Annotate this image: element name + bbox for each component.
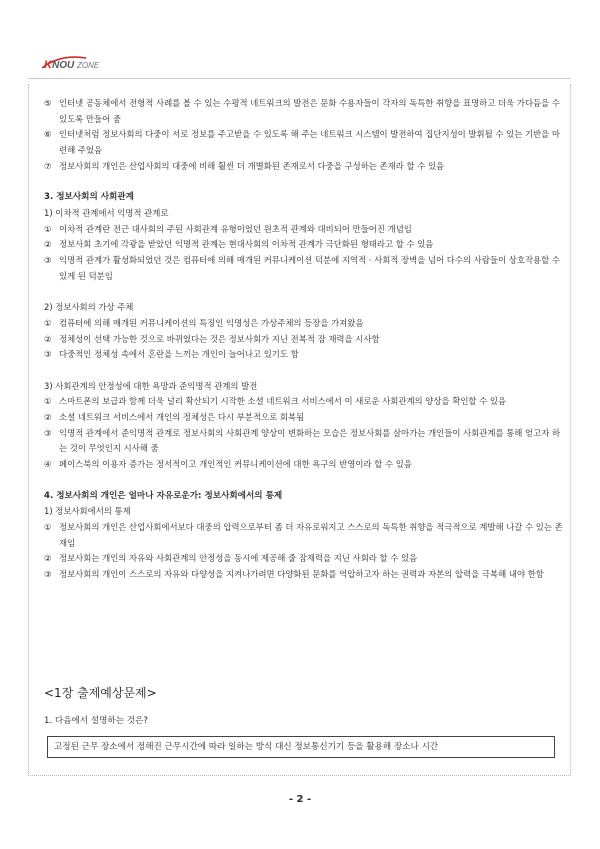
list-item <box>44 457 564 473</box>
list-item <box>44 222 564 238</box>
spacer <box>44 363 564 379</box>
list-item-marker: ⑤ <box>44 98 52 108</box>
list-item <box>44 567 564 583</box>
section-heading: 3. 정보사회의 사회관계 <box>44 192 134 203</box>
list-item-marker: ④ <box>44 459 52 470</box>
spacer <box>44 284 564 300</box>
list-item-text: 정보사회의 개인은 산업사회의 대중에 비해 훨씬 더 개별화된 존재로서 다중을 구성하는 존재라 할 수 있음 <box>59 160 445 171</box>
list-item-text: 익명적 관계에서 준익명적 관계로 정보사회의 사회관계 양상이 변화하는 모습은 정보사회를 살아가는 개인들이 사회관계를 통해 얻고자 하는 것이 무엇인지 시사해 줌 <box>59 427 561 454</box>
list-item <box>44 316 564 332</box>
list-item-text: 익명적 관계가 활성화되었던 것은 컴퓨터에 의해 매개된 커뮤니케이션 덕분에 지역적 · 사회적 장벽을 넘어 다수의 사람들이 상호작용할 수 있게 된 덕분임 <box>59 255 560 281</box>
svg-text:ZONE: ZONE <box>77 61 100 70</box>
list-item-marker: ② <box>44 333 52 344</box>
list-item-text: 정보사회 초기에 각광을 받았던 익명적 관계는 현대사회의 이차적 관계가 극단화된 형태라고 할 수 있음 <box>59 239 434 250</box>
page-number: - 2 - <box>288 794 312 805</box>
question-1: 1. 다음에서 설명하는 것은? <box>44 716 148 726</box>
list-item-text: 소셜 네트워크 서비스에서 개인의 정체성은 다시 부분적으로 회복됨 <box>59 412 305 423</box>
section-heading: 4. 정보사회의 개인은 얼마나 자유로운가: 정보사회에서의 통제 <box>44 490 283 501</box>
list-item-text: 정보사회의 개인이 스스로의 자유와 다양성을 지켜나가려면 다양화된 문화를 억압하고자 하는 권력과 자본의 압력을 극복해 내야 한함 <box>59 569 544 580</box>
list-item-marker: ① <box>44 396 52 407</box>
list-item-marker: ③ <box>44 349 52 360</box>
knouzone-logo <box>40 52 120 72</box>
list-item-text: 페이스북의 이용자 증가는 정서적이고 개인적인 커뮤니케이션에 대한 욕구의 반영이라 할 수 있음 <box>59 459 412 470</box>
list-item-marker: ⑦ <box>44 160 52 171</box>
list-item-marker: ③ <box>44 427 52 438</box>
list-item-marker: ② <box>44 239 52 250</box>
list-item <box>44 410 564 426</box>
subsection-heading: 2) 정보사회의 가상 주체 <box>44 302 134 313</box>
svg-text:NOU: NOU <box>52 60 75 71</box>
list-item-text: 정보사회의 개인은 산업사회에서보다 대중의 압력으로부터 좀 더 자유로워지고 스스로의 독특한 취향을 적극적으로 계발해 나갈 수 있는 존재임 <box>59 521 563 548</box>
list-item-marker: ③ <box>44 569 52 580</box>
list-item-marker: ② <box>44 412 52 423</box>
exam-section-title: <1장 출제예상문제> <box>44 686 157 700</box>
list-item <box>44 347 564 363</box>
list-item-text: 정체성이 선택 가능한 것으로 바뀌었다는 것은 정보사회가 지닌 전복적 잠 재력을 시사함 <box>59 333 380 344</box>
subsection-heading: 3) 사회관계의 안정성에 대한 욕망과 준익명적 관계의 발전 <box>44 380 258 391</box>
list-item-text: 컴퓨터에 의해 매개된 커뮤니케이션의 특징인 익명성은 가상주체의 등장을 가져왔음 <box>59 317 364 328</box>
list-item <box>44 426 564 457</box>
subsection-heading: 1) 이차적 관계에서 익명적 관계로 <box>44 207 169 218</box>
svg-text:K: K <box>44 59 52 71</box>
list-item-text: 정보사회는 개인의 자유와 사회관계의 안정성을 동시에 제공해 줄 잠재력을 지닌 사회라 할 수 있음 <box>59 553 418 564</box>
list-item <box>44 253 564 284</box>
question-1-box: 고정된 근무 장소에서 정해진 근무시간에 따라 일하는 방식 대신 정보통신기기 등을 활용해 장소나 시간 <box>47 736 555 758</box>
list-item-text: 다중적인 정체성 속에서 혼란을 느끼는 개인이 늘어나고 있기도 함 <box>59 349 299 360</box>
list-item <box>44 96 564 127</box>
list-item <box>44 332 564 348</box>
subsection-heading: 1) 정보사회에서의 통제 <box>44 506 131 517</box>
list-item-text: 인터넷처럼 정보사회의 다중이 서로 정보를 주고받을 수 있도록 해 주는 네트워크 시스템이 발전하여 집단지성이 발휘될 수 있는 기반을 마련해 주었음 <box>59 129 560 156</box>
list-item-marker: ① <box>44 317 52 328</box>
header-rule <box>28 78 571 79</box>
list-item-text: 이차적 관계란 전근 대사회의 주된 사회관계 유형이었던 원초적 관계와 대비되어 만들어진 개념임 <box>59 223 412 234</box>
list-item-marker: ① <box>44 223 52 234</box>
list-item <box>44 127 564 158</box>
spacer <box>44 473 564 489</box>
list-item-text: 인터넷 공동체에서 전형적 사례를 볼 수 있는 수평적 네트워크의 발전은 문화 수용자들이 각자의 독특한 취향을 표명하고 더욱 가다듬을 수 있도록 만들어 줌 <box>59 98 560 124</box>
spacer <box>44 175 564 191</box>
list-item-text: 스마트폰의 보급과 함께 더욱 널리 확산되기 시작한 소셜 네트워크 서비스에서 이 새로운 사회관계의 양상을 확인할 수 있음 <box>59 396 507 407</box>
list-item <box>44 520 564 551</box>
list-item <box>44 237 564 253</box>
document-body <box>44 96 564 583</box>
list-item-marker: ① <box>44 521 52 532</box>
list-item <box>44 394 564 410</box>
list-item-marker: ⑥ <box>44 129 52 140</box>
list-item <box>44 551 564 567</box>
knouzone-logo-mark <box>40 52 120 72</box>
list-item-marker: ② <box>44 553 52 564</box>
list-item <box>44 159 564 175</box>
list-item-marker: ③ <box>44 255 52 266</box>
